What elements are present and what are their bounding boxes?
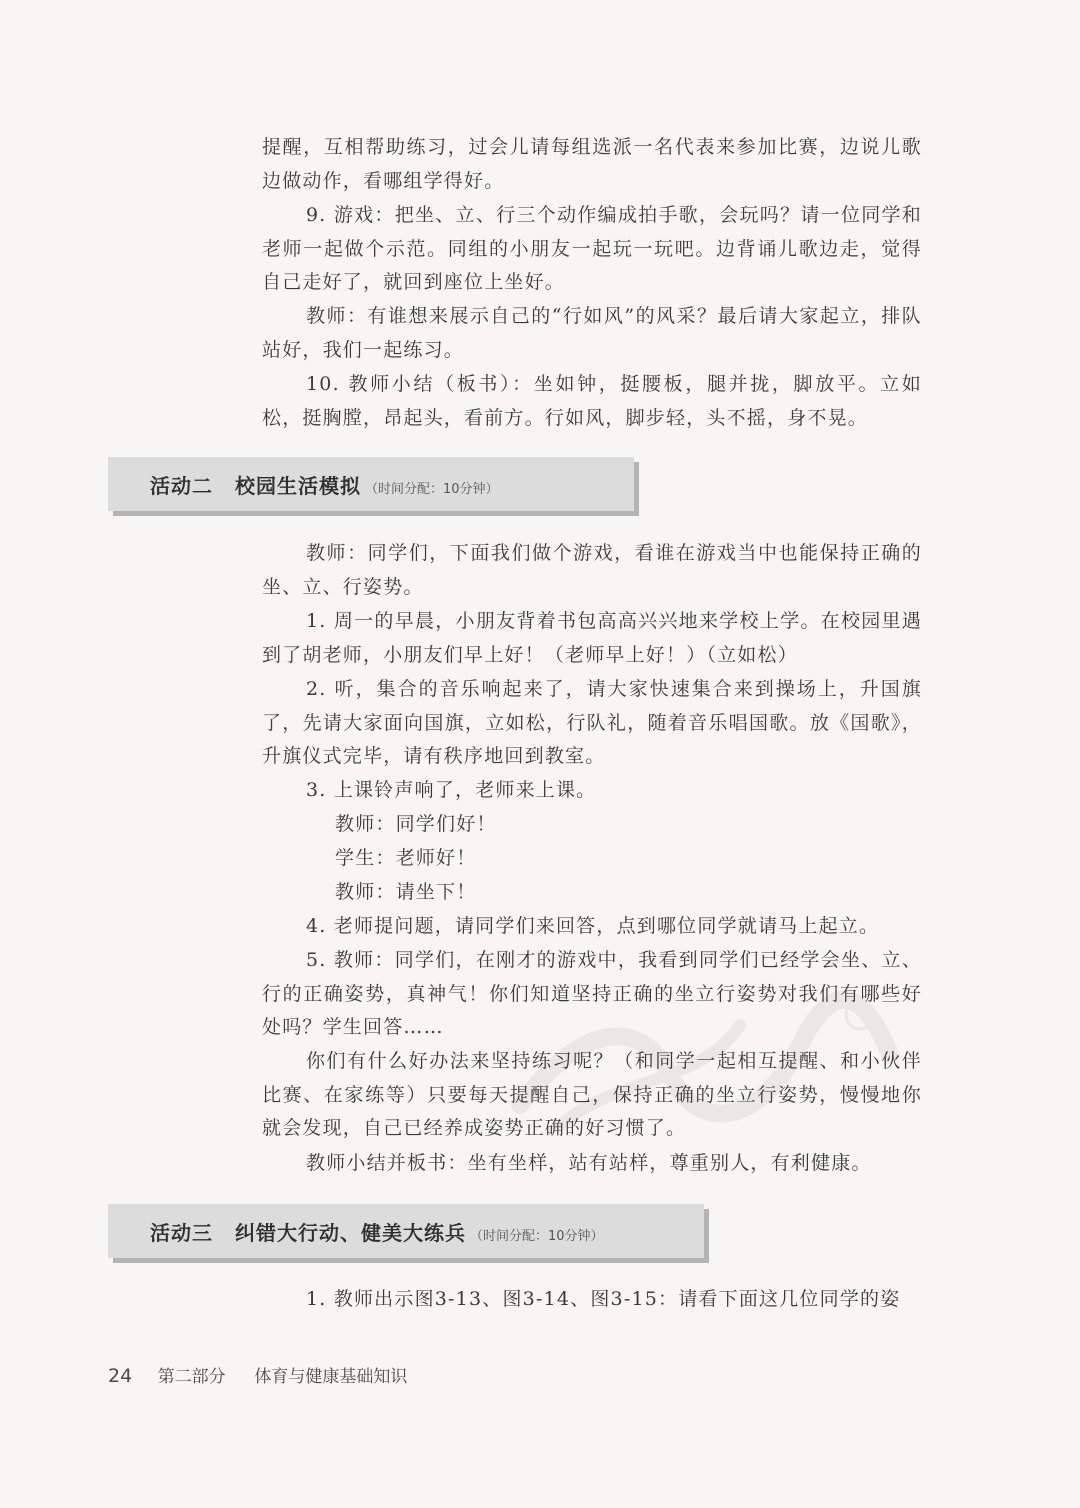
paragraph-step-1: 1. 周一的早晨，小朋友背着书包高高兴兴地来学校上学。在校园里遇到了胡老师，小朋友们早上好！（老师早上好！）（立如松） [262, 610, 922, 666]
paragraph-game-9: 9. 游戏：把坐、立、行三个动作编成拍手歌，会玩吗？请一位同学和老师一起做个示范。同组的小朋友一起玩一玩吧。边背诵儿歌边走，觉得自己走好了，就回到座位上坐好。 [262, 204, 922, 294]
paragraph-board-summary: 教师小结并板书：坐有坐样，站有站样，尊重别人，有利健康。 [306, 1152, 872, 1174]
paragraph-game-intro: 教师：同学们，下面我们做个游戏，看谁在游戏当中也能保持正确的坐、立、行姿势。 [262, 542, 922, 598]
paragraph-step-2: 2. 听，集合的音乐响起来了，请大家快速集合来到操场上，升国旗了，先请大家面向国旗，立如松，行队礼，随着音乐唱国歌。放《国歌》，升旗仪式完毕，请有秩序地回到教室。 [262, 678, 922, 768]
paragraph-practice-methods: 你们有什么好办法来坚持练习呢？（和同学一起相互提醒、和小伙伴比赛、在家练等）只要每天提醒自己，保持正确的坐立行姿势，慢慢地你就会发现，自己已经养成姿势正确的好习惯了。 [262, 1050, 922, 1140]
paragraph-summary-10: 10. 教师小结（板书）：坐如钟，挺腰板，腿并拢，脚放平。立如松，挺胸膛，昂起头，看前方。行如风，脚步轻，头不摇，身不晃。 [262, 373, 922, 429]
section-time-note: （时间分配：10分钟） [470, 1228, 604, 1244]
page-footer [108, 1362, 407, 1387]
paragraph-step-4: 4. 老师提问题，请同学们来回答，点到哪位同学就请马上起立。 [306, 915, 880, 937]
footer-part: 第二部分 [157, 1367, 226, 1387]
section-label: 活动二 [150, 473, 213, 498]
paragraph-step-3: 3. 上课铃声响了，老师来上课。 [306, 779, 597, 801]
dialog-line-student-reply: 学生：老师好！ [335, 847, 477, 869]
footer-chapter: 体育与健康基础知识 [254, 1367, 408, 1387]
page-number: 24 [108, 1365, 133, 1387]
section-title: 纠错大行动、健美大练兵 [235, 1220, 466, 1245]
paragraph-step-5: 5. 教师：同学们，在刚才的游戏中，我看到同学们已经学会坐、立、行的正确姿势，真神气！你们知道坚持正确的坐立行姿势对我们有哪些好处吗？学生回答…… [262, 949, 922, 1039]
section-time-note: （时间分配：10分钟） [365, 481, 499, 497]
section-title: 校园生活模拟 [235, 473, 361, 498]
dialog-line-teacher-greeting: 教师：同学们好！ [335, 813, 497, 835]
section-header-activity-2 [108, 457, 634, 511]
paragraph-practice-tip: 提醒，互相帮助练习，过会儿请每组选派一名代表来参加比赛，边说儿歌边做动作，看哪组学得好。 [262, 136, 922, 192]
dialog-line-teacher-sit: 教师：请坐下！ [335, 881, 477, 903]
section-header-activity-3 [108, 1204, 704, 1258]
paragraph-figures-intro: 1. 教师出示图3-13、图3-14、图3-15：请看下面这几位同学的姿 [306, 1288, 901, 1310]
paragraph-teacher-show: 教师：有谁想来展示自己的“行如风”的风采？最后请大家起立，排队站好，我们一起练习。 [262, 305, 922, 361]
section-label: 活动三 [150, 1220, 213, 1245]
